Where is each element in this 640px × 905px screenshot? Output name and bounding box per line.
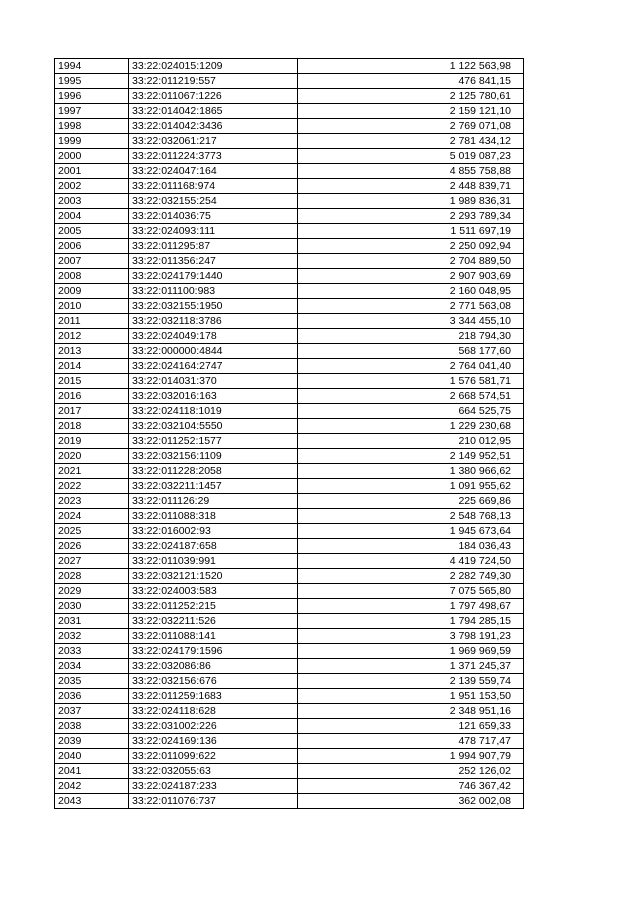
row-number-cell: 2002 — [55, 179, 129, 194]
table-row — [55, 284, 524, 299]
cadastral-number-cell: 33:22:011295:87 — [129, 239, 298, 254]
cadastral-number-cell: 33:22:011088:318 — [129, 509, 298, 524]
cadastral-number-cell: 33:22:000000:4844 — [129, 344, 298, 359]
cadastral-number-cell: 33:22:032016:163 — [129, 389, 298, 404]
row-number-cell: 1998 — [55, 119, 129, 134]
row-number-cell: 2005 — [55, 224, 129, 239]
cadastral-number-cell: 33:22:011100:983 — [129, 284, 298, 299]
cadastral-number-cell: 33:22:032118:3786 — [129, 314, 298, 329]
row-number-cell: 2013 — [55, 344, 129, 359]
cadastral-number-cell: 33:22:014031:370 — [129, 374, 298, 389]
row-number-cell: 1999 — [55, 134, 129, 149]
row-number-cell: 1994 — [55, 59, 129, 74]
row-number-cell: 2006 — [55, 239, 129, 254]
table-row — [55, 479, 524, 494]
cadastral-number-cell: 33:22:011168:974 — [129, 179, 298, 194]
amount-cell: 7 075 565,80 — [298, 584, 524, 599]
amount-cell: 1 945 673,64 — [298, 524, 524, 539]
table-row — [55, 539, 524, 554]
cadastral-number-cell: 33:22:011259:1683 — [129, 689, 298, 704]
amount-cell: 1 989 836,31 — [298, 194, 524, 209]
amount-cell: 1 371 245,37 — [298, 659, 524, 674]
table-row — [55, 734, 524, 749]
table-row — [55, 719, 524, 734]
amount-cell: 568 177,60 — [298, 344, 524, 359]
row-number-cell: 2027 — [55, 554, 129, 569]
cadastral-number-cell: 33:22:011088:141 — [129, 629, 298, 644]
row-number-cell: 2031 — [55, 614, 129, 629]
amount-cell: 2 448 839,71 — [298, 179, 524, 194]
amount-cell: 2 139 559,74 — [298, 674, 524, 689]
amount-cell: 2 293 789,34 — [298, 209, 524, 224]
cadastral-number-cell: 33:22:032061:217 — [129, 134, 298, 149]
amount-cell: 184 036,43 — [298, 539, 524, 554]
row-number-cell: 2034 — [55, 659, 129, 674]
row-number-cell: 2042 — [55, 779, 129, 794]
amount-cell: 2 704 889,50 — [298, 254, 524, 269]
cadastral-number-cell: 33:22:032055:63 — [129, 764, 298, 779]
cadastral-number-cell: 33:22:011039:991 — [129, 554, 298, 569]
amount-cell: 210 012,95 — [298, 434, 524, 449]
row-number-cell: 2022 — [55, 479, 129, 494]
table-row — [55, 389, 524, 404]
table-row — [55, 59, 524, 74]
cadastral-number-cell: 33:22:032156:676 — [129, 674, 298, 689]
row-number-cell: 2015 — [55, 374, 129, 389]
amount-cell: 5 019 087,23 — [298, 149, 524, 164]
cadastral-number-cell: 33:22:011219:557 — [129, 74, 298, 89]
table-row — [55, 209, 524, 224]
cadastral-number-cell: 33:22:032211:526 — [129, 614, 298, 629]
table-row — [55, 134, 524, 149]
row-number-cell: 2032 — [55, 629, 129, 644]
table-row — [55, 779, 524, 794]
amount-cell: 746 367,42 — [298, 779, 524, 794]
amount-cell: 1 091 955,62 — [298, 479, 524, 494]
cadastral-number-cell: 33:22:011126:29 — [129, 494, 298, 509]
cadastral-number-cell: 33:22:014042:3436 — [129, 119, 298, 134]
row-number-cell: 2009 — [55, 284, 129, 299]
table-row — [55, 344, 524, 359]
table-row — [55, 149, 524, 164]
row-number-cell: 2026 — [55, 539, 129, 554]
cadastral-number-cell: 33:22:024003:583 — [129, 584, 298, 599]
table-row — [55, 614, 524, 629]
cadastral-number-cell: 33:22:024049:178 — [129, 329, 298, 344]
table-body — [55, 59, 524, 809]
table-row — [55, 179, 524, 194]
row-number-cell: 2008 — [55, 269, 129, 284]
row-number-cell: 2035 — [55, 674, 129, 689]
row-number-cell: 2000 — [55, 149, 129, 164]
data-table — [54, 58, 524, 809]
cadastral-number-cell: 33:22:011252:1577 — [129, 434, 298, 449]
row-number-cell: 2030 — [55, 599, 129, 614]
row-number-cell: 2021 — [55, 464, 129, 479]
table-row — [55, 659, 524, 674]
cadastral-number-cell: 33:22:024187:233 — [129, 779, 298, 794]
amount-cell: 362 002,08 — [298, 794, 524, 809]
amount-cell: 2 548 768,13 — [298, 509, 524, 524]
row-number-cell: 2016 — [55, 389, 129, 404]
amount-cell: 2 149 952,51 — [298, 449, 524, 464]
table-row — [55, 194, 524, 209]
cadastral-number-cell: 33:22:024118:628 — [129, 704, 298, 719]
amount-cell: 2 771 563,08 — [298, 299, 524, 314]
amount-cell: 1 969 969,59 — [298, 644, 524, 659]
amount-cell: 1 229 230,68 — [298, 419, 524, 434]
amount-cell: 1 951 153,50 — [298, 689, 524, 704]
table-row — [55, 419, 524, 434]
cadastral-number-cell: 33:22:032211:1457 — [129, 479, 298, 494]
row-number-cell: 2017 — [55, 404, 129, 419]
cadastral-number-cell: 33:22:032155:254 — [129, 194, 298, 209]
table-row — [55, 599, 524, 614]
row-number-cell: 2023 — [55, 494, 129, 509]
row-number-cell: 2037 — [55, 704, 129, 719]
table-row — [55, 434, 524, 449]
amount-cell: 1 576 581,71 — [298, 374, 524, 389]
row-number-cell: 2012 — [55, 329, 129, 344]
cadastral-number-cell: 33:22:011076:737 — [129, 794, 298, 809]
table-row — [55, 89, 524, 104]
table-row — [55, 239, 524, 254]
amount-cell: 1 794 285,15 — [298, 614, 524, 629]
cadastral-number-cell: 33:22:032121:1520 — [129, 569, 298, 584]
amount-cell: 2 764 041,40 — [298, 359, 524, 374]
row-number-cell: 2033 — [55, 644, 129, 659]
cadastral-number-cell: 33:22:032104:5550 — [129, 419, 298, 434]
row-number-cell: 2043 — [55, 794, 129, 809]
amount-cell: 476 841,15 — [298, 74, 524, 89]
cadastral-number-cell: 33:22:011252:215 — [129, 599, 298, 614]
row-number-cell: 2025 — [55, 524, 129, 539]
table-row — [55, 269, 524, 284]
row-number-cell: 2007 — [55, 254, 129, 269]
amount-cell: 3 344 455,10 — [298, 314, 524, 329]
amount-cell: 664 525,75 — [298, 404, 524, 419]
cadastral-number-cell: 33:22:024164:2747 — [129, 359, 298, 374]
amount-cell: 3 798 191,23 — [298, 629, 524, 644]
table-row — [55, 464, 524, 479]
table-row — [55, 584, 524, 599]
table-row — [55, 449, 524, 464]
table-row — [55, 314, 524, 329]
amount-cell: 121 659,33 — [298, 719, 524, 734]
table-row — [55, 104, 524, 119]
table-row — [55, 299, 524, 314]
row-number-cell: 2028 — [55, 569, 129, 584]
table-row — [55, 644, 524, 659]
row-number-cell: 2036 — [55, 689, 129, 704]
row-number-cell: 2029 — [55, 584, 129, 599]
cadastral-number-cell: 33:22:011099:622 — [129, 749, 298, 764]
amount-cell: 1 797 498,67 — [298, 599, 524, 614]
table-row — [55, 569, 524, 584]
row-number-cell: 2020 — [55, 449, 129, 464]
table-row — [55, 554, 524, 569]
row-number-cell: 2001 — [55, 164, 129, 179]
row-number-cell: 2003 — [55, 194, 129, 209]
row-number-cell: 2011 — [55, 314, 129, 329]
row-number-cell: 1997 — [55, 104, 129, 119]
cadastral-number-cell: 33:22:032086:86 — [129, 659, 298, 674]
cadastral-number-cell: 33:22:032155:1950 — [129, 299, 298, 314]
row-number-cell: 2014 — [55, 359, 129, 374]
table-row — [55, 674, 524, 689]
row-number-cell: 1995 — [55, 74, 129, 89]
row-number-cell: 2041 — [55, 764, 129, 779]
amount-cell: 478 717,47 — [298, 734, 524, 749]
row-number-cell: 2024 — [55, 509, 129, 524]
cadastral-number-cell: 33:22:024179:1440 — [129, 269, 298, 284]
table-row — [55, 689, 524, 704]
table-row — [55, 224, 524, 239]
cadastral-number-cell: 33:22:031002:226 — [129, 719, 298, 734]
table-row — [55, 794, 524, 809]
table-row — [55, 704, 524, 719]
cadastral-number-cell: 33:22:011067:1226 — [129, 89, 298, 104]
table-row — [55, 374, 524, 389]
table-row — [55, 404, 524, 419]
table-row — [55, 119, 524, 134]
row-number-cell: 2019 — [55, 434, 129, 449]
amount-cell: 1 380 966,62 — [298, 464, 524, 479]
cadastral-number-cell: 33:22:024093:111 — [129, 224, 298, 239]
row-number-cell: 2040 — [55, 749, 129, 764]
table-row — [55, 629, 524, 644]
cadastral-number-cell: 33:22:032156:1109 — [129, 449, 298, 464]
row-number-cell: 1996 — [55, 89, 129, 104]
amount-cell: 1 511 697,19 — [298, 224, 524, 239]
table-row — [55, 74, 524, 89]
table-row — [55, 254, 524, 269]
cadastral-number-cell: 33:22:024179:1596 — [129, 644, 298, 659]
amount-cell: 4 419 724,50 — [298, 554, 524, 569]
table-row — [55, 509, 524, 524]
table-row — [55, 164, 524, 179]
amount-cell: 2 125 780,61 — [298, 89, 524, 104]
amount-cell: 218 794,30 — [298, 329, 524, 344]
amount-cell: 4 855 758,88 — [298, 164, 524, 179]
amount-cell: 2 668 574,51 — [298, 389, 524, 404]
cadastral-number-cell: 33:22:014042:1865 — [129, 104, 298, 119]
cadastral-number-cell: 33:22:024047:164 — [129, 164, 298, 179]
amount-cell: 2 769 071,08 — [298, 119, 524, 134]
table-row — [55, 524, 524, 539]
row-number-cell: 2038 — [55, 719, 129, 734]
cadastral-number-cell: 33:22:024118:1019 — [129, 404, 298, 419]
cadastral-number-cell: 33:22:011228:2058 — [129, 464, 298, 479]
amount-cell: 2 159 121,10 — [298, 104, 524, 119]
cadastral-number-cell: 33:22:024169:136 — [129, 734, 298, 749]
cadastral-number-cell: 33:22:024187:658 — [129, 539, 298, 554]
row-number-cell: 2018 — [55, 419, 129, 434]
amount-cell: 2 250 092,94 — [298, 239, 524, 254]
table-row — [55, 329, 524, 344]
cadastral-number-cell: 33:22:011224:3773 — [129, 149, 298, 164]
cadastral-number-cell: 33:22:011356:247 — [129, 254, 298, 269]
row-number-cell: 2004 — [55, 209, 129, 224]
row-number-cell: 2010 — [55, 299, 129, 314]
table-row — [55, 764, 524, 779]
amount-cell: 2 282 749,30 — [298, 569, 524, 584]
amount-cell: 2 781 434,12 — [298, 134, 524, 149]
cadastral-number-cell: 33:22:024015:1209 — [129, 59, 298, 74]
table-row — [55, 359, 524, 374]
amount-cell: 2 348 951,16 — [298, 704, 524, 719]
amount-cell: 2 160 048,95 — [298, 284, 524, 299]
cadastral-number-cell: 33:22:014036:75 — [129, 209, 298, 224]
cadastral-number-cell: 33:22:016002:93 — [129, 524, 298, 539]
table-row — [55, 494, 524, 509]
amount-cell: 1 994 907,79 — [298, 749, 524, 764]
amount-cell: 252 126,02 — [298, 764, 524, 779]
amount-cell: 2 907 903,69 — [298, 269, 524, 284]
table-row — [55, 749, 524, 764]
amount-cell: 225 669,86 — [298, 494, 524, 509]
amount-cell: 1 122 563,98 — [298, 59, 524, 74]
row-number-cell: 2039 — [55, 734, 129, 749]
